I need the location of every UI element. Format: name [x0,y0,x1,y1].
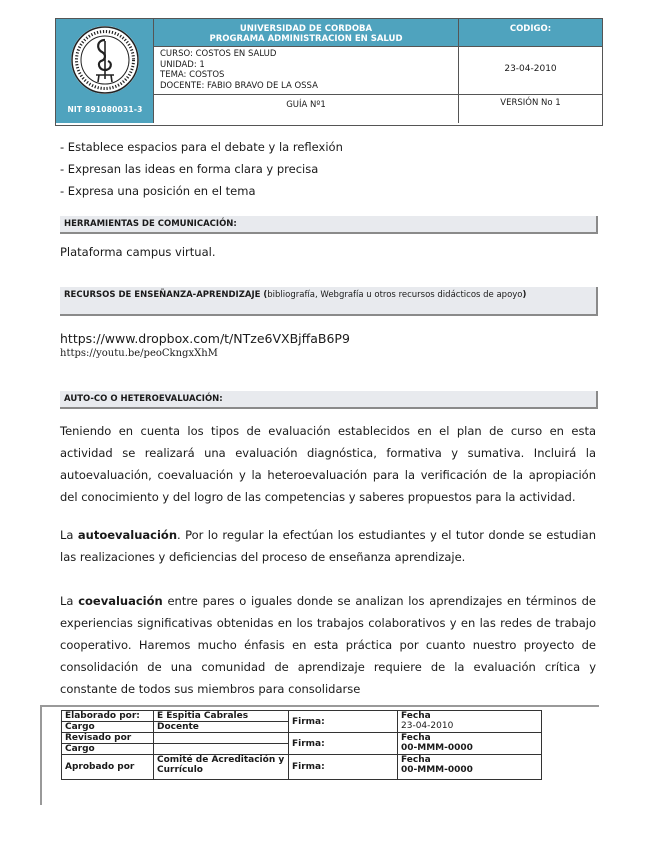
version-label: VERSIÓN No 1 [500,98,561,108]
elaborado-label: Elaborado por: [62,711,154,722]
footer-left-border [40,705,42,805]
university-name: UNIVERSIDAD DE CORDOBA [239,24,373,34]
docente-line: DOCENTE: FABIO BRAVO DE LA OSSA [160,80,318,91]
tema-line: TEMA: COSTOS [160,70,225,80]
term-coevaluacion: coevaluación [78,594,163,608]
section-recursos-heading [60,287,598,316]
cargo-value-1: Docente [154,722,289,733]
guia-label: GUÍA Nº1 [154,95,459,123]
header-title-cell [154,19,459,47]
approval-table [61,710,542,780]
paragraph-evaluation-types: Teniendo en cuenta los tipos de evaluación establecidos en el plan de curso en esta actividad se realizará una evaluación diagnóstica, formativa y sumativa. Incluirá la autoevaluación, coevaluación y la heteroevaluación para la verificación de la apropiación del conocimiento y del logro de las competencias y saberes propuestos para la actividad. [60,424,596,504]
document-header [55,18,603,126]
aprobado-value: Comité de Acreditación y Currículo [154,755,289,780]
section-evaluacion-heading: AUTO-CO O HETEROEVALUACIÓN: [60,391,598,409]
revisado-label: Revisado por [62,733,154,744]
header-date: 23-04-2010 [459,47,602,95]
fecha-value-1: 23-04-2010 [401,721,454,731]
unidad-line: UNIDAD: 1 [160,59,205,70]
codigo-label: CODIGO: [459,19,602,47]
cargo-label-1: Cargo [62,722,154,733]
recursos-close: ) [522,290,527,300]
term-autoevaluacion: autoevaluación [77,528,178,542]
firma-label-1: Firma: [289,711,398,733]
revisado-value [154,733,289,744]
footer-divider [40,705,599,707]
fecha-label-1: Fecha [401,711,431,721]
paragraph-coevaluacion [60,590,596,700]
bullet-item-ideas: - Expresan las ideas en forma clara y precisa [60,162,319,176]
cargo-label-2: Cargo [62,744,154,755]
curso-line: CURSO: COSTOS EN SALUD [160,49,277,59]
p2-lead: La [60,528,78,542]
section-herramientas-heading: HERRAMIENTAS DE COMUNICACIÓN: [60,216,598,234]
paragraph-autoevaluacion [60,524,596,568]
fecha-cell-3 [398,755,542,780]
bullet-item-debate: - Establece espacios para el debate y la reflexión [60,140,343,154]
youtube-link[interactable]: https://youtu.be/peoCkngxXhM [60,348,218,359]
fecha-label-2: Fecha [401,733,431,743]
fecha-cell-2 [398,733,542,755]
p2-rest: . Por lo regular la efectúan los estudiantes y el tutor donde se estudian las realizaciones y deficiencias del proceso de enseñanza aprendizaje. [60,528,596,564]
recursos-title: RECURSOS DE ENSEÑANZA-APRENDIZAJE ( [64,290,268,300]
recursos-note: bibliografía, Webgrafía u otros recursos didácticos de apoyo [267,290,523,300]
p3-lead: La [60,594,79,608]
fecha-cell-1 [398,711,542,733]
logo-cell [56,19,154,123]
course-info-cell [154,47,459,95]
fecha-label-3: Fecha [401,755,431,765]
dropbox-link[interactable]: https://www.dropbox.com/t/NTze6VXBjffaB6P9 [60,331,350,346]
cargo-value-2 [154,744,289,755]
bullet-item-posicion: - Expresa una posición en el tema [60,184,256,198]
fecha-value-3: 00-MMM-0000 [401,765,473,775]
elaborado-value: E Espitia Cabrales [154,711,289,722]
firma-label-2: Firma: [289,733,398,755]
nit-label: NIT 891080031-3 [67,105,143,114]
p3-rest: entre pares o iguales donde se analizan los aprendizajes en términos de experiencias significativas obtenidas en los trabajos colaborativos y en las redes de trabajo cooperativo. Haremos mucho énfasis en esta práctica por cuanto nuestro proyecto de consolidación de una comunidad de aprendizaje requiere de la evaluación crítica y constante de todos sus miembros para consolidarse [60,594,596,696]
program-name: PROGRAMA ADMINISTRACION EN SALUD [209,34,403,44]
firma-label-3: Firma: [289,755,398,780]
aprobado-label: Aprobado por [62,755,154,780]
fecha-value-2: 00-MMM-0000 [401,743,473,753]
herramientas-text: Plataforma campus virtual. [60,245,216,259]
university-seal-icon [70,25,140,95]
